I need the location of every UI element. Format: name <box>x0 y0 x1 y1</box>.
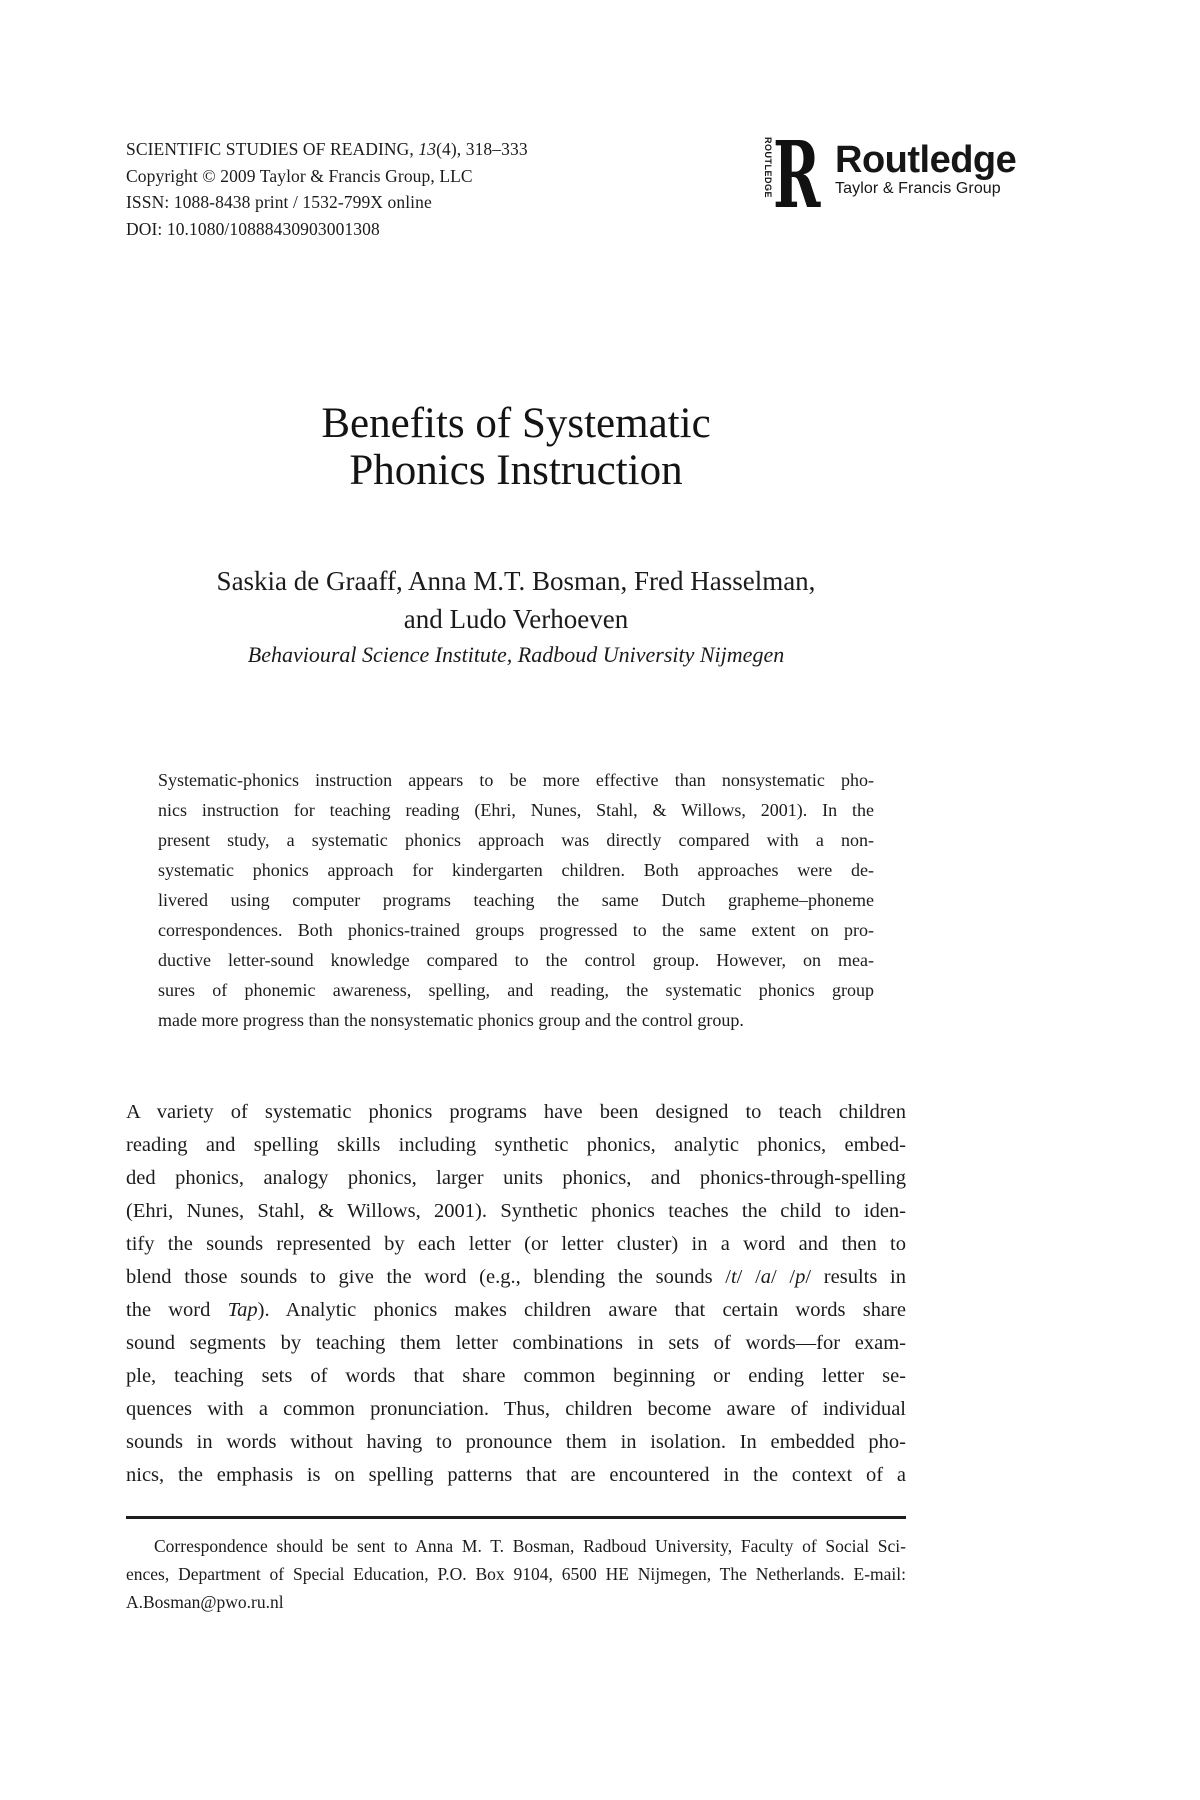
text-line: Phonics Instruction <box>349 447 683 494</box>
text-line: Systematic-phonics instruction appears to be more effective than nonsystematic pho- <box>158 770 874 790</box>
text-line: present study, a systematic phonics approach was directly compared with a non- <box>158 830 874 850</box>
abstract-paragraph <box>158 765 874 1035</box>
text-line: (Ehri, Nunes, Stahl, & Willows, 2001). Synthetic phonics teaches the child to iden- <box>126 1200 906 1222</box>
footnote-divider <box>126 1516 906 1519</box>
author-affiliation: Behavioural Science Institute, Radboud University Nijmegen <box>247 642 785 667</box>
text-line: Copyright © 2009 Taylor & Francis Group, LLC <box>126 165 473 186</box>
text-line: A.Bosman@pwo.ru.nl <box>126 1592 284 1612</box>
text-line: ductive letter-sound knowledge compared to the control group. However, on mea- <box>158 950 874 970</box>
text-line: correspondences. Both phonics-trained groups progressed to the same extent on pro- <box>158 920 874 940</box>
routledge-logo <box>763 121 1017 229</box>
text-line: blend those sounds to give the word (e.g., blending the sounds /t/ /a/ /p/ results in <box>126 1266 906 1288</box>
text-line: nics instruction for teaching reading (Ehri, Nunes, Stahl, & Willows, 2001). In the <box>158 800 874 820</box>
text-line: Saskia de Graaff, Anna M.T. Bosman, Fred Hasselman, <box>216 566 816 596</box>
author-list <box>126 562 906 638</box>
text-line: ISSN: 1088-8438 print / 1532-799X online <box>126 192 432 212</box>
routledge-vertical-text: ROUTLEDGE <box>763 137 773 199</box>
text-line: the word Tap). Analytic phonics makes children aware that certain words share <box>126 1299 906 1321</box>
text-line: sures of phonemic awareness, spelling, and reading, the systematic phonics group <box>158 980 874 1000</box>
text-line: and Ludo Verhoeven <box>403 604 629 634</box>
publisher-tagline: Taylor & Francis Group <box>835 180 1001 197</box>
text-line: tify the sounds represented by each letter (or letter cluster) in a word and then to <box>126 1233 906 1255</box>
correspondence-footnote <box>126 1532 906 1616</box>
body-paragraph <box>126 1096 906 1492</box>
routledge-r-glyph-icon: R <box>773 121 821 229</box>
text-line: Correspondence should be sent to Anna M. T. Bosman, Radboud University, Faculty of Social Sci- <box>154 1536 906 1556</box>
journal-header <box>126 136 528 242</box>
text-line: reading and spelling skills including synthetic phonics, analytic phonics, embed- <box>126 1134 906 1156</box>
text-line: ences, Department of Special Education, P.O. Box 9104, 6500 HE Nijmegen, The Netherlands. E-mail: <box>126 1564 906 1584</box>
text-line: ded phonics, analogy phonics, larger units phonics, and phonics-through-spelling <box>126 1167 906 1189</box>
text-line: sound segments by teaching them letter combinations in sets of words—for exam- <box>126 1332 906 1354</box>
text-line: SCIENTIFIC STUDIES OF READING, 13(4), 318–333 <box>126 139 528 159</box>
text-line: A variety of systematic phonics programs have been designed to teach children <box>126 1101 906 1123</box>
article-title <box>126 400 906 494</box>
text-line: made more progress than the nonsystematic phonics group and the control group. <box>158 1010 744 1030</box>
text-line: quences with a common pronunciation. Thus, children become aware of individual <box>126 1398 906 1420</box>
publisher-wordmark-block <box>835 139 1017 198</box>
routledge-logo-icon <box>763 121 821 229</box>
publisher-wordmark: Routledge <box>835 139 1017 181</box>
text-line: sounds in words without having to pronounce them in isolation. In embedded pho- <box>126 1431 906 1453</box>
text-line: Benefits of Systematic <box>321 400 711 447</box>
text-line: livered using computer programs teaching the same Dutch grapheme–phoneme <box>158 890 874 910</box>
text-line: nics, the emphasis is on spelling patterns that are encountered in the context of a <box>126 1464 906 1486</box>
text-line: systematic phonics approach for kindergarten children. Both approaches were de- <box>158 860 874 880</box>
text-line: ple, teaching sets of words that share common beginning or ending letter se- <box>126 1365 906 1387</box>
text-line: DOI: 10.1080/10888430903001308 <box>126 218 380 239</box>
